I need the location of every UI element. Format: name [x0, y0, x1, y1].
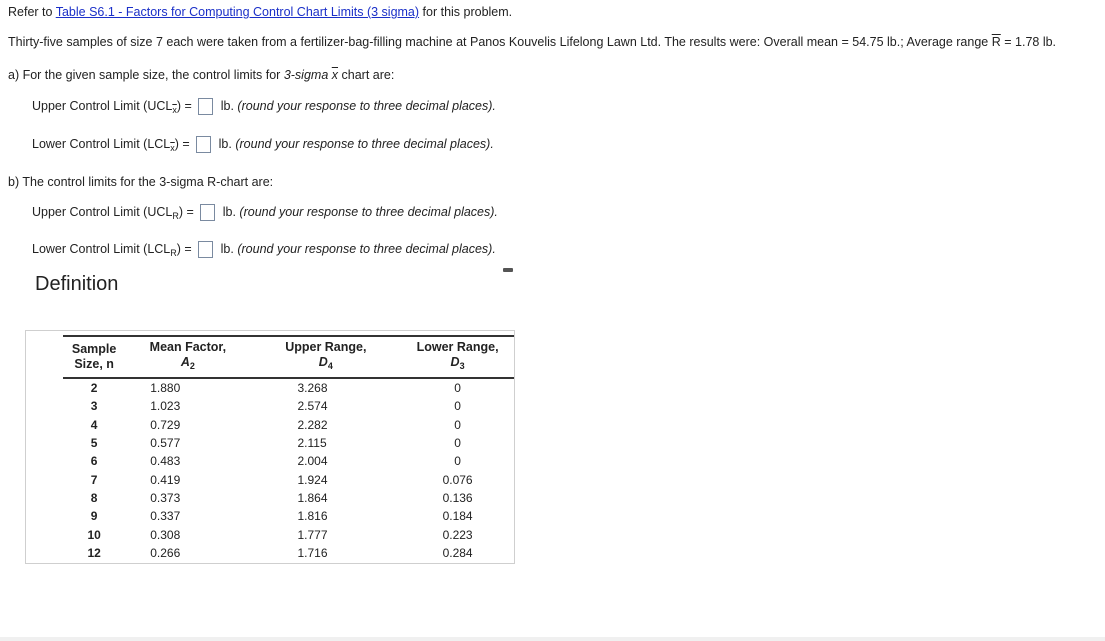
ucl-x-label: Upper Control Limit (UCL	[32, 98, 173, 113]
upper-range-cell: 2.115	[297, 436, 327, 451]
mean-factor-cell: 0.337	[150, 509, 181, 524]
upper-range-cell: 1.924	[297, 472, 328, 487]
ucl-r-subscript: R	[172, 210, 179, 221]
problem-statement	[8, 35, 1056, 49]
header-upper-range-line1: Upper Range,	[285, 340, 367, 354]
lcl-r-row	[32, 241, 496, 258]
lower-range-cell: 0	[454, 399, 461, 414]
factors-table-panel	[25, 330, 515, 564]
sample-size-cell: 6	[90, 454, 98, 469]
sample-size-cell: 8	[90, 490, 98, 505]
upper-range-cell: 1.777	[297, 527, 328, 542]
mean-factor-cell: 0.308	[150, 527, 181, 542]
part-a-prompt-italic: 3-sigma	[283, 68, 329, 82]
lcl-x-label: Lower Control Limit (LCL	[32, 136, 171, 151]
table-body	[63, 378, 514, 562]
upper-range-cell: 1.716	[297, 545, 328, 560]
mean-factor-cell: 0.266	[150, 545, 181, 560]
header-sample-size	[63, 336, 125, 378]
ucl-r-hint: (round your response to three decimal places).	[239, 204, 498, 219]
sample-size-cell: 7	[90, 472, 98, 487]
lcl-x-unit: lb.	[218, 136, 232, 151]
header-upper-range-sub: 4	[327, 361, 333, 371]
ucl-x-subscript: x	[172, 104, 177, 115]
ucl-r-equals: ) =	[178, 204, 194, 219]
table-s6-1-link[interactable]: Table S6.1 - Factors for Computing Control Chart Limits (3 sigma)	[55, 5, 420, 19]
mean-factor-cell: 1.023	[150, 399, 181, 414]
lcl-x-equals: ) =	[174, 136, 190, 151]
ucl-r-label: Upper Control Limit (UCL	[32, 204, 173, 219]
ucl-x-input[interactable]	[198, 98, 213, 115]
upper-range-cell: 2.282	[297, 417, 328, 432]
lcl-r-subscript: R	[170, 247, 177, 258]
definition-title: Definition	[35, 273, 119, 295]
sample-size-cell: 3	[90, 399, 98, 414]
sample-size-cell: 10	[87, 527, 101, 542]
header-lower-range-line1: Lower Range,	[416, 340, 499, 354]
bottom-scroll-edge	[0, 637, 1105, 641]
header-sample-size-line1: Sample	[71, 342, 117, 356]
lower-range-cell: 0.184	[442, 509, 473, 524]
header-mean-factor-line1: Mean Factor,	[149, 340, 227, 354]
upper-range-cell: 2.004	[297, 454, 328, 469]
part-a-prompt-suffix: chart are:	[341, 68, 395, 82]
factors-table	[63, 335, 514, 562]
range-value: = 1.78 lb.	[1004, 35, 1057, 49]
sample-size-cell: 5	[90, 436, 98, 451]
lcl-x-subscript: x	[170, 142, 175, 153]
x-bar-symbol: $\overline{x}$	[331, 68, 339, 82]
problem-text: Thirty-five samples of size 7 each were taken from a fertilizer-bag-filling machine at Panos Kouvelis Lifelong Lawn Ltd. The results were: Overall mean = 54.75 lb.; Average range	[8, 35, 989, 49]
table-row	[63, 507, 514, 525]
lcl-r-hint: (round your response to three decimal places).	[237, 241, 496, 256]
lower-range-cell: 0	[454, 417, 461, 432]
table-row	[63, 489, 514, 507]
table-row	[63, 452, 514, 470]
upper-range-cell: 3.268	[297, 381, 328, 396]
table-row	[63, 416, 514, 434]
mean-factor-cell: 0.373	[150, 490, 181, 505]
upper-range-cell: 1.864	[297, 490, 328, 505]
lcl-r-equals: ) =	[176, 241, 192, 256]
lower-range-cell: 0.223	[442, 527, 473, 542]
table-row	[63, 525, 514, 543]
ucl-x-unit: lb.	[220, 98, 234, 113]
mean-factor-cell: 0.483	[150, 454, 181, 469]
header-upper-range	[251, 336, 402, 378]
header-mean-factor-symbol: A	[180, 355, 190, 369]
mean-factor-cell: 0.577	[150, 436, 181, 451]
intro-suffix: for this problem.	[422, 5, 513, 19]
ucl-r-unit: lb.	[222, 204, 236, 219]
lower-range-cell: 0.284	[442, 545, 473, 560]
header-lower-range-sub: 3	[459, 361, 465, 371]
intro-prefix: Refer to	[8, 5, 53, 19]
ucl-x-equals: ) =	[176, 98, 192, 113]
ucl-x-hint: (round your response to three decimal places).	[237, 98, 496, 113]
header-sample-size-line2: Size, n	[74, 357, 114, 371]
header-mean-factor-sub: 2	[189, 361, 195, 371]
lower-range-cell: 0	[454, 436, 461, 451]
lcl-r-unit: lb.	[220, 241, 234, 256]
part-a-prompt	[8, 68, 394, 82]
lcl-r-input[interactable]	[198, 241, 213, 258]
lcl-x-input[interactable]	[196, 136, 211, 153]
sample-size-cell: 4	[90, 417, 98, 432]
part-b-prompt: b) The control limits for the 3-sigma R-chart are:	[8, 175, 274, 189]
mean-factor-cell: 0.419	[150, 472, 181, 487]
mean-factor-cell: 1.880	[150, 381, 181, 396]
ucl-r-row	[32, 204, 498, 221]
upper-range-cell: 2.574	[297, 399, 328, 414]
ucl-x-row	[32, 98, 496, 115]
lower-range-cell: 0.136	[442, 490, 473, 505]
table-row	[63, 397, 514, 415]
table-row	[63, 544, 514, 562]
part-a-prompt-prefix: a) For the given sample size, the control limits for	[8, 68, 281, 82]
collapse-handle[interactable]	[503, 268, 513, 272]
intro-line	[8, 5, 512, 19]
table-row	[63, 378, 514, 397]
header-upper-range-symbol: D	[318, 355, 328, 369]
r-bar-symbol: $\overline{R}$	[991, 35, 1001, 49]
sample-size-cell: 2	[90, 381, 98, 396]
table-header-row	[63, 336, 514, 378]
ucl-r-input[interactable]	[200, 204, 215, 221]
upper-range-cell: 1.816	[297, 509, 328, 524]
header-lower-range	[401, 336, 514, 378]
table-row	[63, 470, 514, 488]
header-lower-range-symbol: D	[450, 355, 460, 369]
sample-size-cell: 12	[87, 545, 101, 560]
lower-range-cell: 0.076	[442, 472, 473, 487]
lower-range-cell: 0	[454, 381, 461, 396]
sample-size-cell: 9	[90, 509, 98, 524]
header-mean-factor	[125, 336, 250, 378]
table-row	[63, 434, 514, 452]
lcl-x-row	[32, 136, 494, 153]
lcl-x-hint: (round your response to three decimal places).	[235, 136, 494, 151]
lcl-r-label: Lower Control Limit (LCL	[32, 241, 171, 256]
lower-range-cell: 0	[454, 454, 461, 469]
mean-factor-cell: 0.729	[150, 417, 181, 432]
